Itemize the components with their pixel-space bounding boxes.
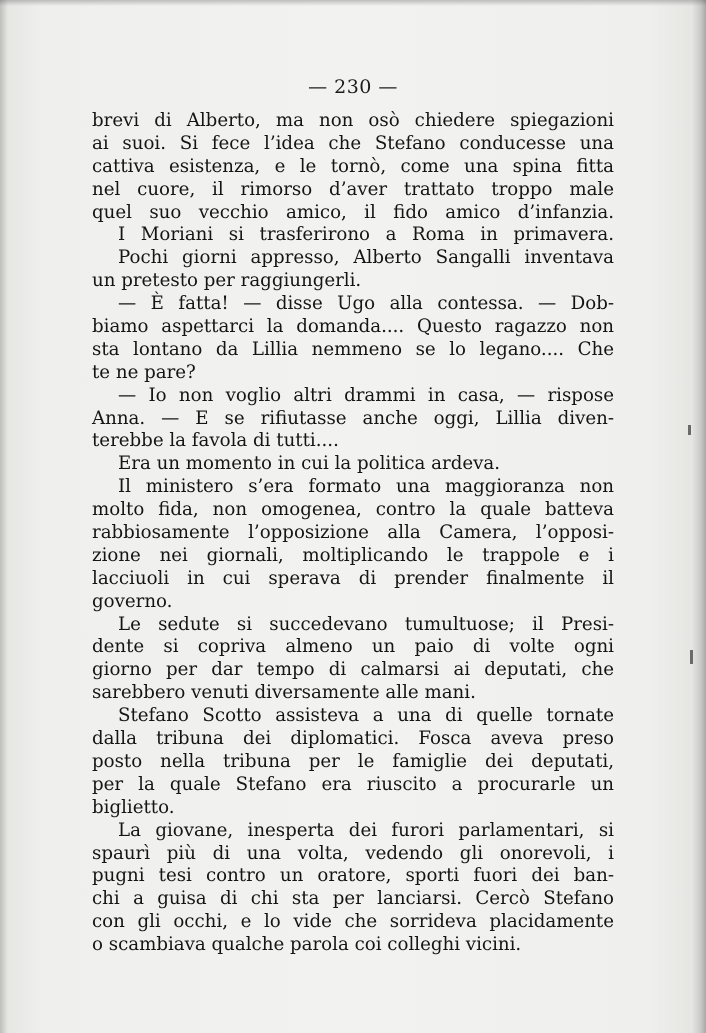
text-line: Stefano Scotto assisteva a una di quelle tornate — [118, 705, 614, 727]
text-line: sarebbero venuti diversamente alle mani. — [92, 682, 476, 704]
text-line: pugni tesi contro un oratore, sporti fuori dei ban- — [92, 865, 614, 887]
text-line: Le sedute si succedevano tumultuose; il Presi- — [118, 613, 614, 635]
text-line: nel cuore, il rimorso d’aver trattato troppo male — [92, 178, 614, 200]
text-line: governo. — [92, 590, 173, 612]
text-line: spaurì più di una volta, vedendo gli onorevoli, i — [92, 842, 614, 864]
text-line: per la quale Stefano era riuscito a procurarle un — [92, 773, 614, 795]
text-line: terebbe la favola di tutti.... — [92, 430, 339, 452]
text-line: te ne pare? — [92, 361, 196, 383]
text-line: con gli occhi, e lo vide che sorrideva placidamente — [92, 911, 614, 933]
text-line: molto fida, non omogenea, contro la quale batteva — [92, 499, 614, 521]
text-line: zione nei giornali, moltiplicando le trappole e i — [92, 544, 614, 566]
text-line: cattiva esistenza, e le tornò, come una spina fitta — [92, 155, 614, 177]
text-line: biglietto. — [92, 796, 175, 818]
text-line: — Io non voglio altri drammi in casa, — rispose — [118, 384, 614, 406]
page-right-edge-shadow — [692, 0, 706, 1033]
page-number: — 230 — — [308, 76, 398, 98]
text-line: quel suo vecchio amico, il fido amico d’infanzia. — [92, 201, 614, 223]
text-line: biamo aspettarci la domanda.... Questo ragazzo non — [92, 316, 614, 338]
text-line: un pretesto per raggiungerli. — [92, 270, 362, 292]
scan-mark — [690, 650, 693, 664]
text-line: ai suoi. Si fece l’idea che Stefano conducesse una — [92, 132, 614, 154]
text-line: chi a guisa di chi sta per lanciarsi. Cercò Stefano — [92, 888, 614, 910]
text-line: Era un momento in cui la politica ardeva. — [118, 453, 501, 475]
text-line: Anna. — E se rifiutasse anche oggi, Lillia diven- — [92, 407, 614, 429]
text-line: giorno per dar tempo di calmarsi ai deputati, che — [92, 659, 614, 681]
text-line: posto nella tribuna per le famiglie dei deputati, — [92, 750, 614, 772]
text-line: dalla tribuna dei diplomatici. Fosca aveva preso — [92, 728, 614, 750]
text-line: La giovane, inesperta dei furori parlamentari, si — [118, 819, 614, 841]
text-line: Il ministero s’era formato una maggioranza non — [118, 476, 614, 498]
text-line: Pochi giorni appresso, Alberto Sangalli inventava — [118, 247, 614, 269]
text-line: — È fatta! — disse Ugo alla contessa. — Dob- — [118, 293, 614, 315]
text-line: dente si copriva almeno un paio di volte ogni — [92, 636, 614, 658]
page-left-edge-shadow — [0, 0, 8, 1033]
text-line: brevi di Alberto, ma non osò chiedere spiegazioni — [92, 110, 614, 131]
text-line: I Moriani si trasferirono a Roma in primavera. — [118, 224, 614, 246]
text-line: rabbiosamente l’opposizione alla Camera, l’opposi- — [92, 522, 614, 544]
text-line: lacciuoli in cui sperava di prender finalmente il — [92, 567, 614, 589]
text-line: o scambiava qualche parola coi colleghi vicini. — [92, 934, 522, 956]
text-line: sta lontano da Lillia nemmeno se lo legano.... Che — [92, 338, 614, 360]
body-text — [92, 110, 614, 957]
scan-mark — [688, 425, 691, 435]
page-top-edge-shadow — [0, 0, 706, 6]
